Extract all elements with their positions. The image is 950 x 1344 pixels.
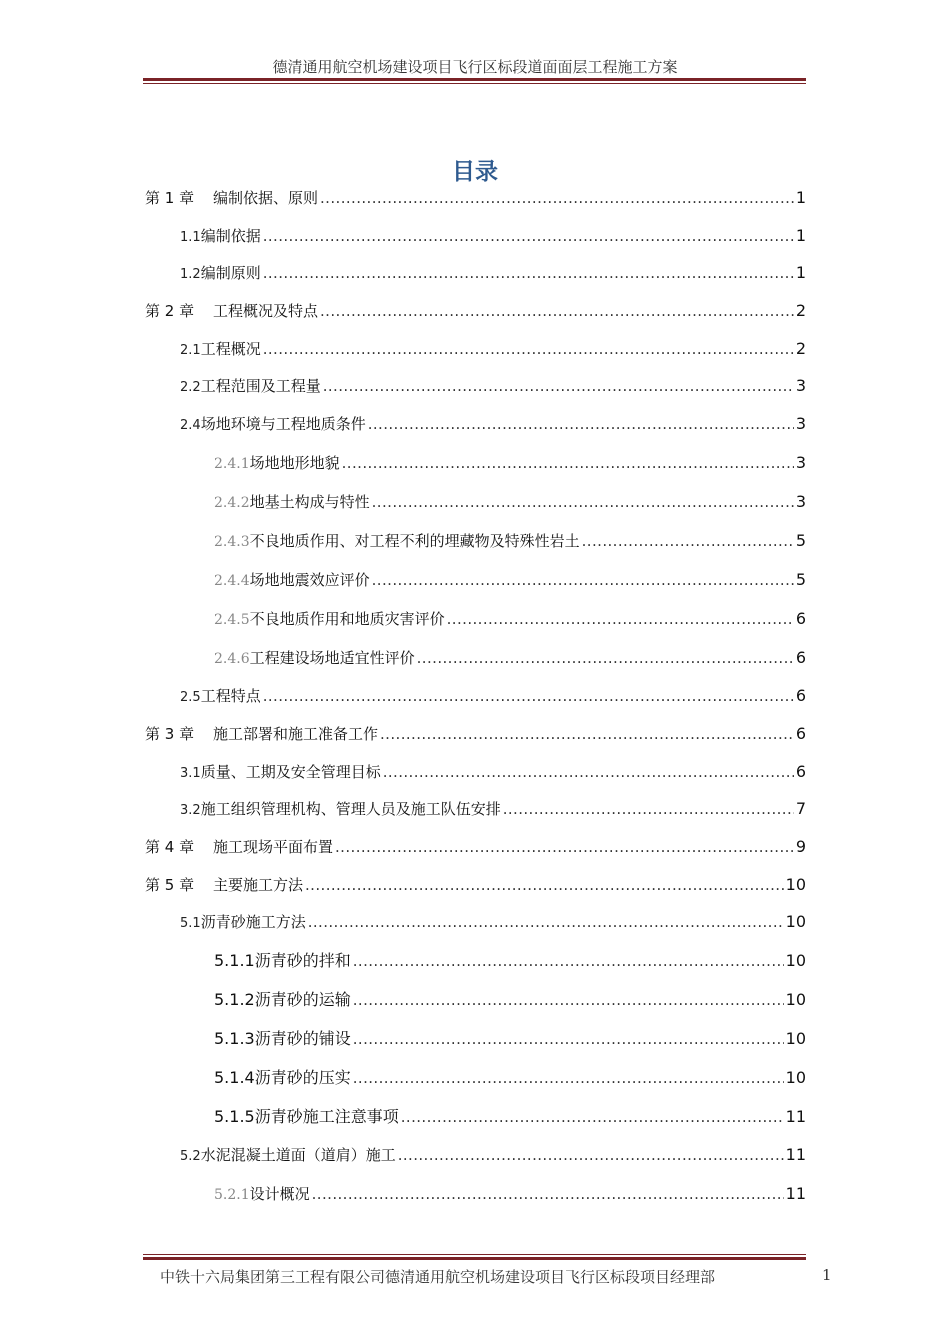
toc-entry-page: 10 [785,1068,806,1087]
toc-entry-label: 场地地震效应评价 [249,571,370,589]
toc-entry-page: 3 [795,453,806,472]
toc-dot-leader [263,686,794,706]
toc-entry[interactable] [180,686,806,708]
toc-entry-page: 3 [795,492,806,511]
toc-dot-leader [263,226,794,246]
toc-dot-leader [417,648,794,668]
toc-entry-label: 沥青砂施工注意事项 [254,1107,399,1126]
toc-entry-number: 第 4 章 [145,838,195,856]
toc-dot-leader [263,263,794,283]
toc-entry-label: 不良地质作用和地质灾害评价 [249,610,445,628]
toc-entry-label: 编制依据、原则 [213,189,319,207]
toc-entry-page: 5 [795,570,806,589]
toc-dot-leader [372,570,794,590]
footer-text: 中铁十六局集团第三工程有限公司德清通用航空机场建设项目飞行区标段项目经理部 [160,1268,716,1286]
toc-entry-label: 工程范围及工程量 [200,377,321,395]
toc-entry[interactable] [214,990,806,1010]
toc-dot-leader [383,762,794,782]
toc-entry-number: 5.1.5 [214,1107,255,1126]
toc-entry-page: 6 [795,724,806,743]
toc-entry-page: 11 [785,1184,806,1203]
toc-dot-leader [401,1107,784,1127]
toc-entry-number: 第 2 章 [145,302,195,320]
toc-entry[interactable] [180,762,806,784]
toc-dot-leader [398,1145,784,1165]
toc-entry-page: 3 [795,414,806,433]
toc-dot-leader [380,724,794,744]
toc-entry-page: 1 [795,263,806,282]
toc-dot-leader [503,799,794,819]
toc-entry-label: 施工现场平面布置 [213,838,334,856]
toc-dot-leader [372,492,794,512]
header-rule-thin [143,83,806,84]
toc-entry-number: 2.4.1 [214,456,250,472]
toc-entry-page: 3 [795,376,806,395]
toc-dot-leader [368,414,794,434]
toc-entry[interactable] [145,837,806,857]
toc-dot-leader [342,453,794,473]
toc-entry-number: 2.4.6 [214,651,250,667]
toc-dot-leader [263,339,794,359]
toc-entry[interactable] [214,648,806,669]
toc-title: 目录 [452,159,498,185]
toc-entry[interactable] [214,1068,806,1088]
toc-entry-page: 1 [795,226,806,245]
toc-entry-number: 第 5 章 [145,876,195,894]
toc-entry[interactable] [214,951,806,971]
toc-entry-number: 3.2 [180,803,201,818]
toc-entry[interactable] [180,414,806,436]
toc-entry-label: 场地地形地貌 [249,454,340,472]
header-title: 德清通用航空机场建设项目飞行区标段道面面层工程施工方案 [272,58,678,76]
toc-dot-leader [335,837,794,857]
toc-entry-label: 沥青砂的压实 [254,1068,351,1087]
toc-entry-page: 6 [795,609,806,628]
toc-entry-label: 质量、工期及安全管理目标 [200,763,381,781]
toc-entry-label: 水泥混凝土道面（道肩）施工 [200,1146,396,1164]
toc-entry[interactable] [180,263,806,285]
toc-dot-leader [308,912,784,932]
toc-entry-page: 10 [785,875,806,894]
toc-entry-label: 工程概况及特点 [213,302,319,320]
toc-entry-label: 沥青砂的铺设 [254,1029,351,1048]
toc-entry-page: 10 [785,990,806,1009]
toc-entry-label: 施工部署和施工准备工作 [213,725,379,743]
toc-entry-page: 11 [785,1145,806,1164]
toc-dot-leader [582,531,794,551]
toc-entry-label: 编制原则 [200,264,261,282]
toc-entry[interactable] [214,570,806,591]
toc-entry[interactable] [214,1184,806,1205]
toc-entry-page: 9 [795,837,806,856]
toc-entry[interactable] [214,531,806,552]
toc-entry-number: 1.2 [180,267,201,282]
toc-entry-number: 5.2 [180,1149,201,1164]
toc-entry-number: 第 1 章 [145,189,195,207]
toc-entry-number: 2.2 [180,380,201,395]
toc-entry-page: 2 [795,339,806,358]
toc-entry-number: 5.1 [180,916,201,931]
toc-entry-page: 11 [785,1107,806,1126]
toc-entry-page: 7 [795,799,806,818]
toc-entry[interactable] [180,339,806,361]
toc-entry-number: 2.4 [180,418,201,433]
header-rule-thick [143,78,806,81]
toc-entry-number: 5.1.2 [214,990,255,1009]
toc-entry-number: 2.4.4 [214,573,250,589]
toc-entry-label: 工程概况 [200,340,261,358]
toc-entry-number: 5.1.3 [214,1029,255,1048]
toc-dot-leader [353,951,784,971]
toc-dot-leader [353,990,784,1010]
toc-entry-label: 主要施工方法 [213,876,304,894]
toc-entry-label: 工程建设场地适宜性评价 [249,649,415,667]
toc-dot-leader [323,376,794,396]
toc-entry[interactable] [214,609,806,630]
footer-page-number: 1 [822,1266,832,1284]
toc-dot-leader [312,1184,784,1204]
toc-entry-page: 6 [795,762,806,781]
toc-entry[interactable] [214,492,806,513]
toc-entry[interactable] [214,1107,806,1127]
toc-entry[interactable] [214,453,806,474]
toc-entry-label: 沥青砂施工方法 [200,913,306,931]
toc-entry-label: 沥青砂的拌和 [254,951,351,970]
toc-entry-page: 6 [795,686,806,705]
toc-entry[interactable] [180,1145,806,1167]
toc-entry-number: 1.1 [180,230,201,245]
toc-entry-number: 5.2.1 [214,1187,250,1203]
toc-entry-label: 沥青砂的运输 [254,990,351,1009]
toc-entry-page: 1 [795,188,806,207]
toc-entry[interactable] [145,188,806,208]
toc-entry[interactable] [180,799,806,821]
toc-dot-leader [353,1029,784,1049]
toc-dot-leader [320,301,794,321]
toc-entry[interactable] [180,912,806,934]
footer-rule-thick [143,1257,806,1260]
toc-entry-number: 2.5 [180,690,201,705]
toc-entry-page: 10 [785,951,806,970]
toc-entry-number: 2.1 [180,343,201,358]
toc-entry-number: 5.1.4 [214,1068,255,1087]
toc-entry-number: 3.1 [180,766,201,781]
toc-entry[interactable] [145,724,806,744]
toc-entry[interactable] [145,301,806,321]
toc-entry[interactable] [180,226,806,248]
toc-entry-label: 施工组织管理机构、管理人员及施工队伍安排 [200,800,501,818]
toc-entry-page: 10 [785,912,806,931]
toc-entry-number: 2.4.3 [214,534,250,550]
toc-entry-number: 5.1.1 [214,951,255,970]
toc-entry[interactable] [214,1029,806,1049]
toc-entry-page: 10 [785,1029,806,1048]
toc-entry[interactable] [180,376,806,398]
toc-entry-label: 编制依据 [200,227,261,245]
toc-entry-label: 场地环境与工程地质条件 [200,415,366,433]
toc-entry-page: 2 [795,301,806,320]
toc-dot-leader [447,609,794,629]
toc-entry-label: 不良地质作用、对工程不利的埋藏物及特殊性岩土 [249,532,580,550]
toc-dot-leader [320,188,794,208]
toc-entry-label: 设计概况 [249,1185,310,1203]
toc-entry-number: 2.4.2 [214,495,250,511]
toc-dot-leader [305,875,784,895]
toc-dot-leader [353,1068,784,1088]
toc-entry-number: 2.4.5 [214,612,250,628]
footer-rule-thin [143,1254,806,1255]
toc-entry-page: 5 [795,531,806,550]
toc-entry[interactable] [145,875,806,895]
toc-entry-number: 第 3 章 [145,725,195,743]
toc-entry-label: 地基土构成与特性 [249,493,370,511]
toc-entry-label: 工程特点 [200,687,261,705]
toc-entry-page: 6 [795,648,806,667]
